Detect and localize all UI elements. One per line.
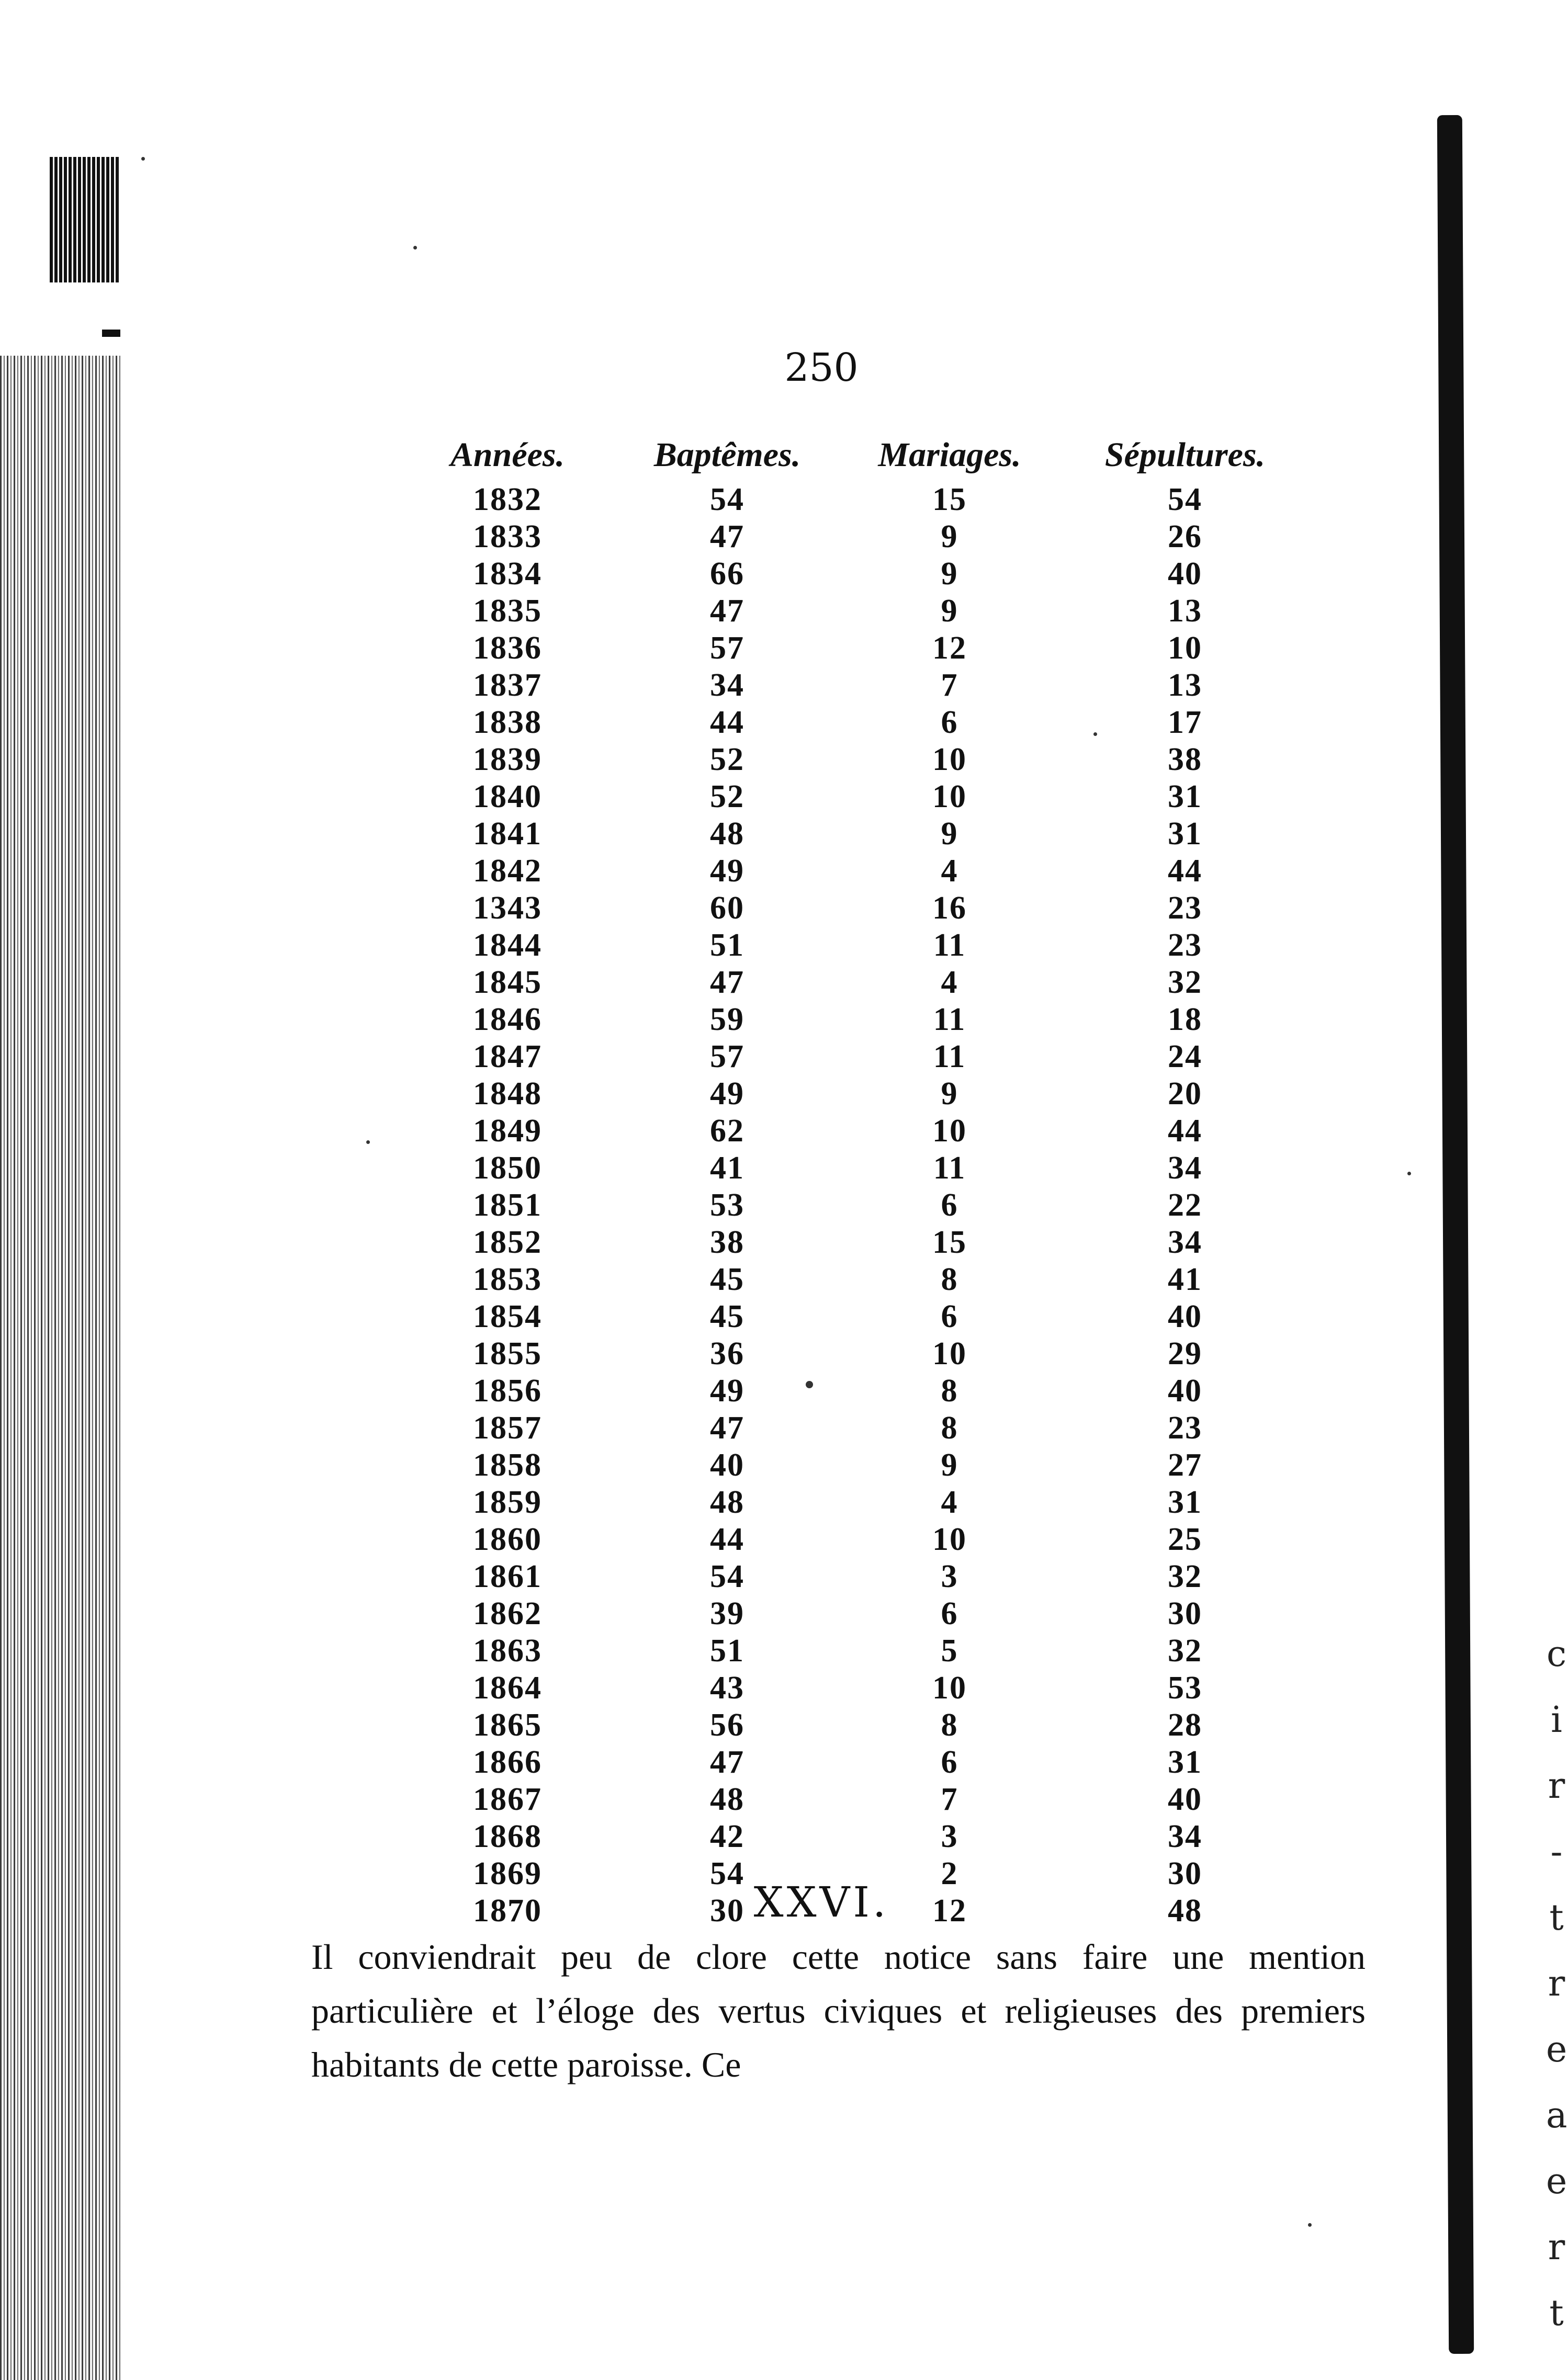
cell-mariages: 10 xyxy=(932,1336,967,1372)
cell-baptemes: 43 xyxy=(710,1670,744,1706)
cell-mariages: 10 xyxy=(932,742,967,777)
table-row xyxy=(398,1707,1308,1744)
table-row xyxy=(398,1298,1308,1335)
table-row xyxy=(398,1410,1308,1447)
cell-baptemes: 47 xyxy=(710,1744,744,1780)
cell-sepultures: 13 xyxy=(1168,593,1202,629)
cell-baptemes: 54 xyxy=(710,1559,744,1594)
scan-binding-edge xyxy=(0,356,120,2380)
cell-baptemes: 44 xyxy=(710,1522,744,1557)
cell-baptemes: 45 xyxy=(710,1299,744,1334)
scan-binding-edge-top xyxy=(50,157,120,282)
table-row xyxy=(398,1224,1308,1261)
cell-mariages: 10 xyxy=(932,1113,967,1149)
cell-baptemes: 44 xyxy=(710,705,744,740)
cell-year: 1858 xyxy=(473,1447,542,1483)
cell-mariages: 8 xyxy=(941,1707,958,1743)
cell-sepultures: 40 xyxy=(1168,1373,1202,1409)
cell-baptemes: 45 xyxy=(710,1262,744,1297)
cell-baptemes: 47 xyxy=(710,593,744,629)
cell-mariages: 11 xyxy=(933,1002,966,1037)
cell-sepultures: 40 xyxy=(1168,1782,1202,1817)
cell-year: 1832 xyxy=(473,482,542,517)
cell-mariages: 12 xyxy=(932,1893,967,1929)
cell-sepultures: 23 xyxy=(1168,890,1202,926)
cell-year: 1838 xyxy=(473,705,542,740)
cell-year: 1840 xyxy=(473,779,542,814)
cell-mariages: 11 xyxy=(933,1150,966,1186)
cell-mariages: 9 xyxy=(941,1076,958,1112)
page-number: 250 xyxy=(784,345,859,390)
cell-baptemes: 36 xyxy=(710,1336,744,1372)
cell-sepultures: 38 xyxy=(1168,742,1202,777)
cell-sepultures: 31 xyxy=(1168,779,1202,814)
cell-mariages: 10 xyxy=(932,779,967,814)
cell-sepultures: 26 xyxy=(1168,519,1202,554)
cell-year: 1851 xyxy=(473,1187,542,1223)
margin-letter: - xyxy=(1550,1831,1563,1873)
cell-baptemes: 66 xyxy=(710,556,744,592)
cell-year: 1839 xyxy=(473,742,542,777)
cell-mariages: 15 xyxy=(932,482,967,517)
cell-baptemes: 57 xyxy=(710,1039,744,1074)
cell-sepultures: 30 xyxy=(1168,1856,1202,1891)
margin-letter: e xyxy=(1546,2161,1567,2202)
table-row xyxy=(398,704,1308,741)
cell-mariages: 9 xyxy=(941,519,958,554)
table-row xyxy=(398,1744,1308,1781)
table-row xyxy=(398,1373,1308,1410)
table-row xyxy=(398,667,1308,704)
cell-mariages: 12 xyxy=(932,630,967,666)
cell-sepultures: 18 xyxy=(1168,1002,1202,1037)
table-row xyxy=(398,1447,1308,1484)
cell-year: 1854 xyxy=(473,1299,542,1334)
cell-sepultures: 27 xyxy=(1168,1447,1202,1483)
header-annees: Années. xyxy=(450,436,565,474)
table-row xyxy=(398,1150,1308,1187)
scan-speck xyxy=(806,1381,813,1388)
cell-mariages: 3 xyxy=(941,1559,958,1594)
cell-mariages: 2 xyxy=(941,1856,958,1891)
cell-year: 1853 xyxy=(473,1262,542,1297)
cell-baptemes: 57 xyxy=(710,630,744,666)
cell-mariages: 8 xyxy=(941,1262,958,1297)
cell-mariages: 7 xyxy=(941,1782,958,1817)
header-baptemes: Baptêmes. xyxy=(653,436,801,474)
scan-speck xyxy=(366,1140,370,1144)
section-heading: XXVI. xyxy=(753,1878,889,1926)
cell-mariages: 11 xyxy=(933,1039,966,1074)
cell-mariages: 4 xyxy=(941,1484,958,1520)
scan-speck xyxy=(141,157,145,161)
cell-sepultures: 40 xyxy=(1168,1299,1202,1334)
cell-year: 1852 xyxy=(473,1225,542,1260)
cell-sepultures: 44 xyxy=(1168,853,1202,889)
cell-mariages: 6 xyxy=(941,1187,958,1223)
cell-baptemes: 41 xyxy=(710,1150,744,1186)
table-row xyxy=(398,1558,1308,1595)
cell-sepultures: 34 xyxy=(1168,1819,1202,1854)
table-row xyxy=(398,481,1308,518)
scan-speck xyxy=(1093,732,1097,736)
table-row xyxy=(398,815,1308,853)
scan-speck xyxy=(1308,2223,1312,2227)
table-row xyxy=(398,593,1308,630)
cell-sepultures: 29 xyxy=(1168,1336,1202,1372)
cell-baptemes: 48 xyxy=(710,816,744,852)
cell-sepultures: 23 xyxy=(1168,1410,1202,1446)
table-row xyxy=(398,630,1308,667)
cell-baptemes: 42 xyxy=(710,1819,744,1854)
cell-sepultures: 48 xyxy=(1168,1893,1202,1929)
cell-baptemes: 49 xyxy=(710,1373,744,1409)
margin-letter: r xyxy=(1548,1963,1565,2004)
cell-mariages: 8 xyxy=(941,1410,958,1446)
cell-mariages: 6 xyxy=(941,1596,958,1631)
cell-year: 1859 xyxy=(473,1484,542,1520)
table-row xyxy=(398,1187,1308,1224)
cell-baptemes: 52 xyxy=(710,779,744,814)
cell-baptemes: 47 xyxy=(710,1410,744,1446)
cell-year: 1863 xyxy=(473,1633,542,1669)
cell-baptemes: 62 xyxy=(710,1113,744,1149)
cell-sepultures: 44 xyxy=(1168,1113,1202,1149)
parish-register-table xyxy=(398,429,1308,1930)
cell-sepultures: 13 xyxy=(1168,667,1202,703)
cell-baptemes: 54 xyxy=(710,1856,744,1891)
cell-year: 1864 xyxy=(473,1670,542,1706)
cell-year: 1835 xyxy=(473,593,542,629)
cell-year: 1855 xyxy=(473,1336,542,1372)
table-row xyxy=(398,556,1308,593)
scan-speck xyxy=(413,246,417,250)
table-row xyxy=(398,1484,1308,1521)
cell-year: 1847 xyxy=(473,1039,542,1074)
cell-baptemes: 59 xyxy=(710,1002,744,1037)
cell-baptemes: 48 xyxy=(710,1782,744,1817)
adjacent-page-letters xyxy=(1546,1622,1567,2347)
cell-mariages: 4 xyxy=(941,853,958,889)
cell-year: 1343 xyxy=(473,890,542,926)
scan-page-edge-bar xyxy=(1437,115,1474,2354)
table-row xyxy=(398,741,1308,778)
margin-letter: i xyxy=(1551,1699,1562,1741)
table-row xyxy=(398,890,1308,927)
header-sepultures: Sépultures. xyxy=(1104,436,1266,474)
cell-year: 1833 xyxy=(473,519,542,554)
cell-year: 1856 xyxy=(473,1373,542,1409)
header-mariages: Mariages. xyxy=(878,436,1021,474)
cell-year: 1841 xyxy=(473,816,542,852)
cell-sepultures: 28 xyxy=(1168,1707,1202,1743)
table-row xyxy=(398,1261,1308,1298)
cell-baptemes: 30 xyxy=(710,1893,744,1929)
cell-sepultures: 31 xyxy=(1168,1744,1202,1780)
cell-mariages: 5 xyxy=(941,1633,958,1669)
table-header-row xyxy=(398,429,1308,481)
table-row xyxy=(398,1595,1308,1633)
cell-year: 1869 xyxy=(473,1856,542,1891)
cell-year: 1834 xyxy=(473,556,542,592)
cell-year: 1861 xyxy=(473,1559,542,1594)
cell-mariages: 6 xyxy=(941,705,958,740)
cell-year: 1846 xyxy=(473,1002,542,1037)
margin-letter: r xyxy=(1548,1765,1565,1807)
cell-year: 1850 xyxy=(473,1150,542,1186)
table-row xyxy=(398,1781,1308,1818)
cell-sepultures: 53 xyxy=(1168,1670,1202,1706)
cell-mariages: 9 xyxy=(941,593,958,629)
cell-year: 1842 xyxy=(473,853,542,889)
cell-baptemes: 54 xyxy=(710,482,744,517)
table-row xyxy=(398,1038,1308,1075)
cell-mariages: 9 xyxy=(941,1447,958,1483)
margin-letter: c xyxy=(1546,1634,1567,1675)
cell-baptemes: 52 xyxy=(710,742,744,777)
cell-year: 1860 xyxy=(473,1522,542,1557)
cell-mariages: 3 xyxy=(941,1819,958,1854)
cell-mariages: 6 xyxy=(941,1299,958,1334)
cell-baptemes: 49 xyxy=(710,853,744,889)
margin-letter: e xyxy=(1546,2029,1567,2070)
table-row xyxy=(398,1335,1308,1373)
cell-sepultures: 24 xyxy=(1168,1039,1202,1074)
cell-sepultures: 40 xyxy=(1168,556,1202,592)
cell-year: 1849 xyxy=(473,1113,542,1149)
cell-baptemes: 39 xyxy=(710,1596,744,1631)
cell-mariages: 10 xyxy=(932,1522,967,1557)
table-row xyxy=(398,853,1308,890)
cell-sepultures: 10 xyxy=(1168,630,1202,666)
table-row xyxy=(398,964,1308,1001)
margin-letter: a xyxy=(1546,2095,1567,2136)
table-row xyxy=(398,1521,1308,1558)
table-row xyxy=(398,1001,1308,1038)
cell-year: 1848 xyxy=(473,1076,542,1112)
cell-sepultures: 25 xyxy=(1168,1522,1202,1557)
cell-year: 1862 xyxy=(473,1596,542,1631)
table-row xyxy=(398,927,1308,964)
cell-year: 1868 xyxy=(473,1819,542,1854)
cell-year: 1870 xyxy=(473,1893,542,1929)
table-row xyxy=(398,1818,1308,1855)
cell-sepultures: 41 xyxy=(1168,1262,1202,1297)
cell-baptemes: 47 xyxy=(710,965,744,1000)
cell-baptemes: 49 xyxy=(710,1076,744,1112)
cell-mariages: 7 xyxy=(941,667,958,703)
cell-sepultures: 20 xyxy=(1168,1076,1202,1112)
cell-baptemes: 56 xyxy=(710,1707,744,1743)
cell-baptemes: 47 xyxy=(710,519,744,554)
cell-mariages: 9 xyxy=(941,816,958,852)
cell-mariages: 15 xyxy=(932,1225,967,1260)
cell-mariages: 10 xyxy=(932,1670,967,1706)
cell-sepultures: 34 xyxy=(1168,1150,1202,1186)
cell-sepultures: 32 xyxy=(1168,965,1202,1000)
cell-sepultures: 31 xyxy=(1168,816,1202,852)
cell-mariages: 8 xyxy=(941,1373,958,1409)
cell-year: 1865 xyxy=(473,1707,542,1743)
table-row xyxy=(398,1670,1308,1707)
table-row xyxy=(398,1113,1308,1150)
cell-baptemes: 51 xyxy=(710,927,744,963)
table-row xyxy=(398,778,1308,815)
cell-sepultures: 32 xyxy=(1168,1633,1202,1669)
scan-mark xyxy=(102,330,120,337)
cell-sepultures: 54 xyxy=(1168,482,1202,517)
cell-baptemes: 38 xyxy=(710,1225,744,1260)
cell-year: 1857 xyxy=(473,1410,542,1446)
cell-sepultures: 32 xyxy=(1168,1559,1202,1594)
cell-sepultures: 23 xyxy=(1168,927,1202,963)
cell-baptemes: 48 xyxy=(710,1484,744,1520)
cell-mariages: 6 xyxy=(941,1744,958,1780)
cell-year: 1836 xyxy=(473,630,542,666)
cell-mariages: 4 xyxy=(941,965,958,1000)
cell-mariages: 16 xyxy=(932,890,967,926)
cell-year: 1845 xyxy=(473,965,542,1000)
cell-year: 1837 xyxy=(473,667,542,703)
body-paragraph: Il conviendrait peu de clore cette notice sans faire une mention particulière et l’éloge des vertus civiques et religieuses des premiers habitants de cette paroisse. Ce xyxy=(311,1937,1366,2084)
cell-baptemes: 40 xyxy=(710,1447,744,1483)
table-row xyxy=(398,1633,1308,1670)
cell-sepultures: 31 xyxy=(1168,1484,1202,1520)
cell-sepultures: 17 xyxy=(1168,705,1202,740)
cell-mariages: 11 xyxy=(933,927,966,963)
cell-year: 1867 xyxy=(473,1782,542,1817)
cell-baptemes: 53 xyxy=(710,1187,744,1223)
table-row xyxy=(398,518,1308,556)
cell-mariages: 9 xyxy=(941,556,958,592)
table-row xyxy=(398,1075,1308,1113)
cell-baptemes: 34 xyxy=(710,667,744,703)
margin-letter: t xyxy=(1549,2293,1564,2334)
margin-letter: t xyxy=(1549,1897,1564,1939)
cell-sepultures: 22 xyxy=(1168,1187,1202,1223)
cell-baptemes: 51 xyxy=(710,1633,744,1669)
cell-sepultures: 34 xyxy=(1168,1225,1202,1260)
cell-sepultures: 30 xyxy=(1168,1596,1202,1631)
cell-baptemes: 60 xyxy=(710,890,744,926)
cell-year: 1844 xyxy=(473,927,542,963)
cell-year: 1866 xyxy=(473,1744,542,1780)
margin-letter: r xyxy=(1548,2227,1565,2268)
scan-speck xyxy=(1407,1172,1411,1175)
